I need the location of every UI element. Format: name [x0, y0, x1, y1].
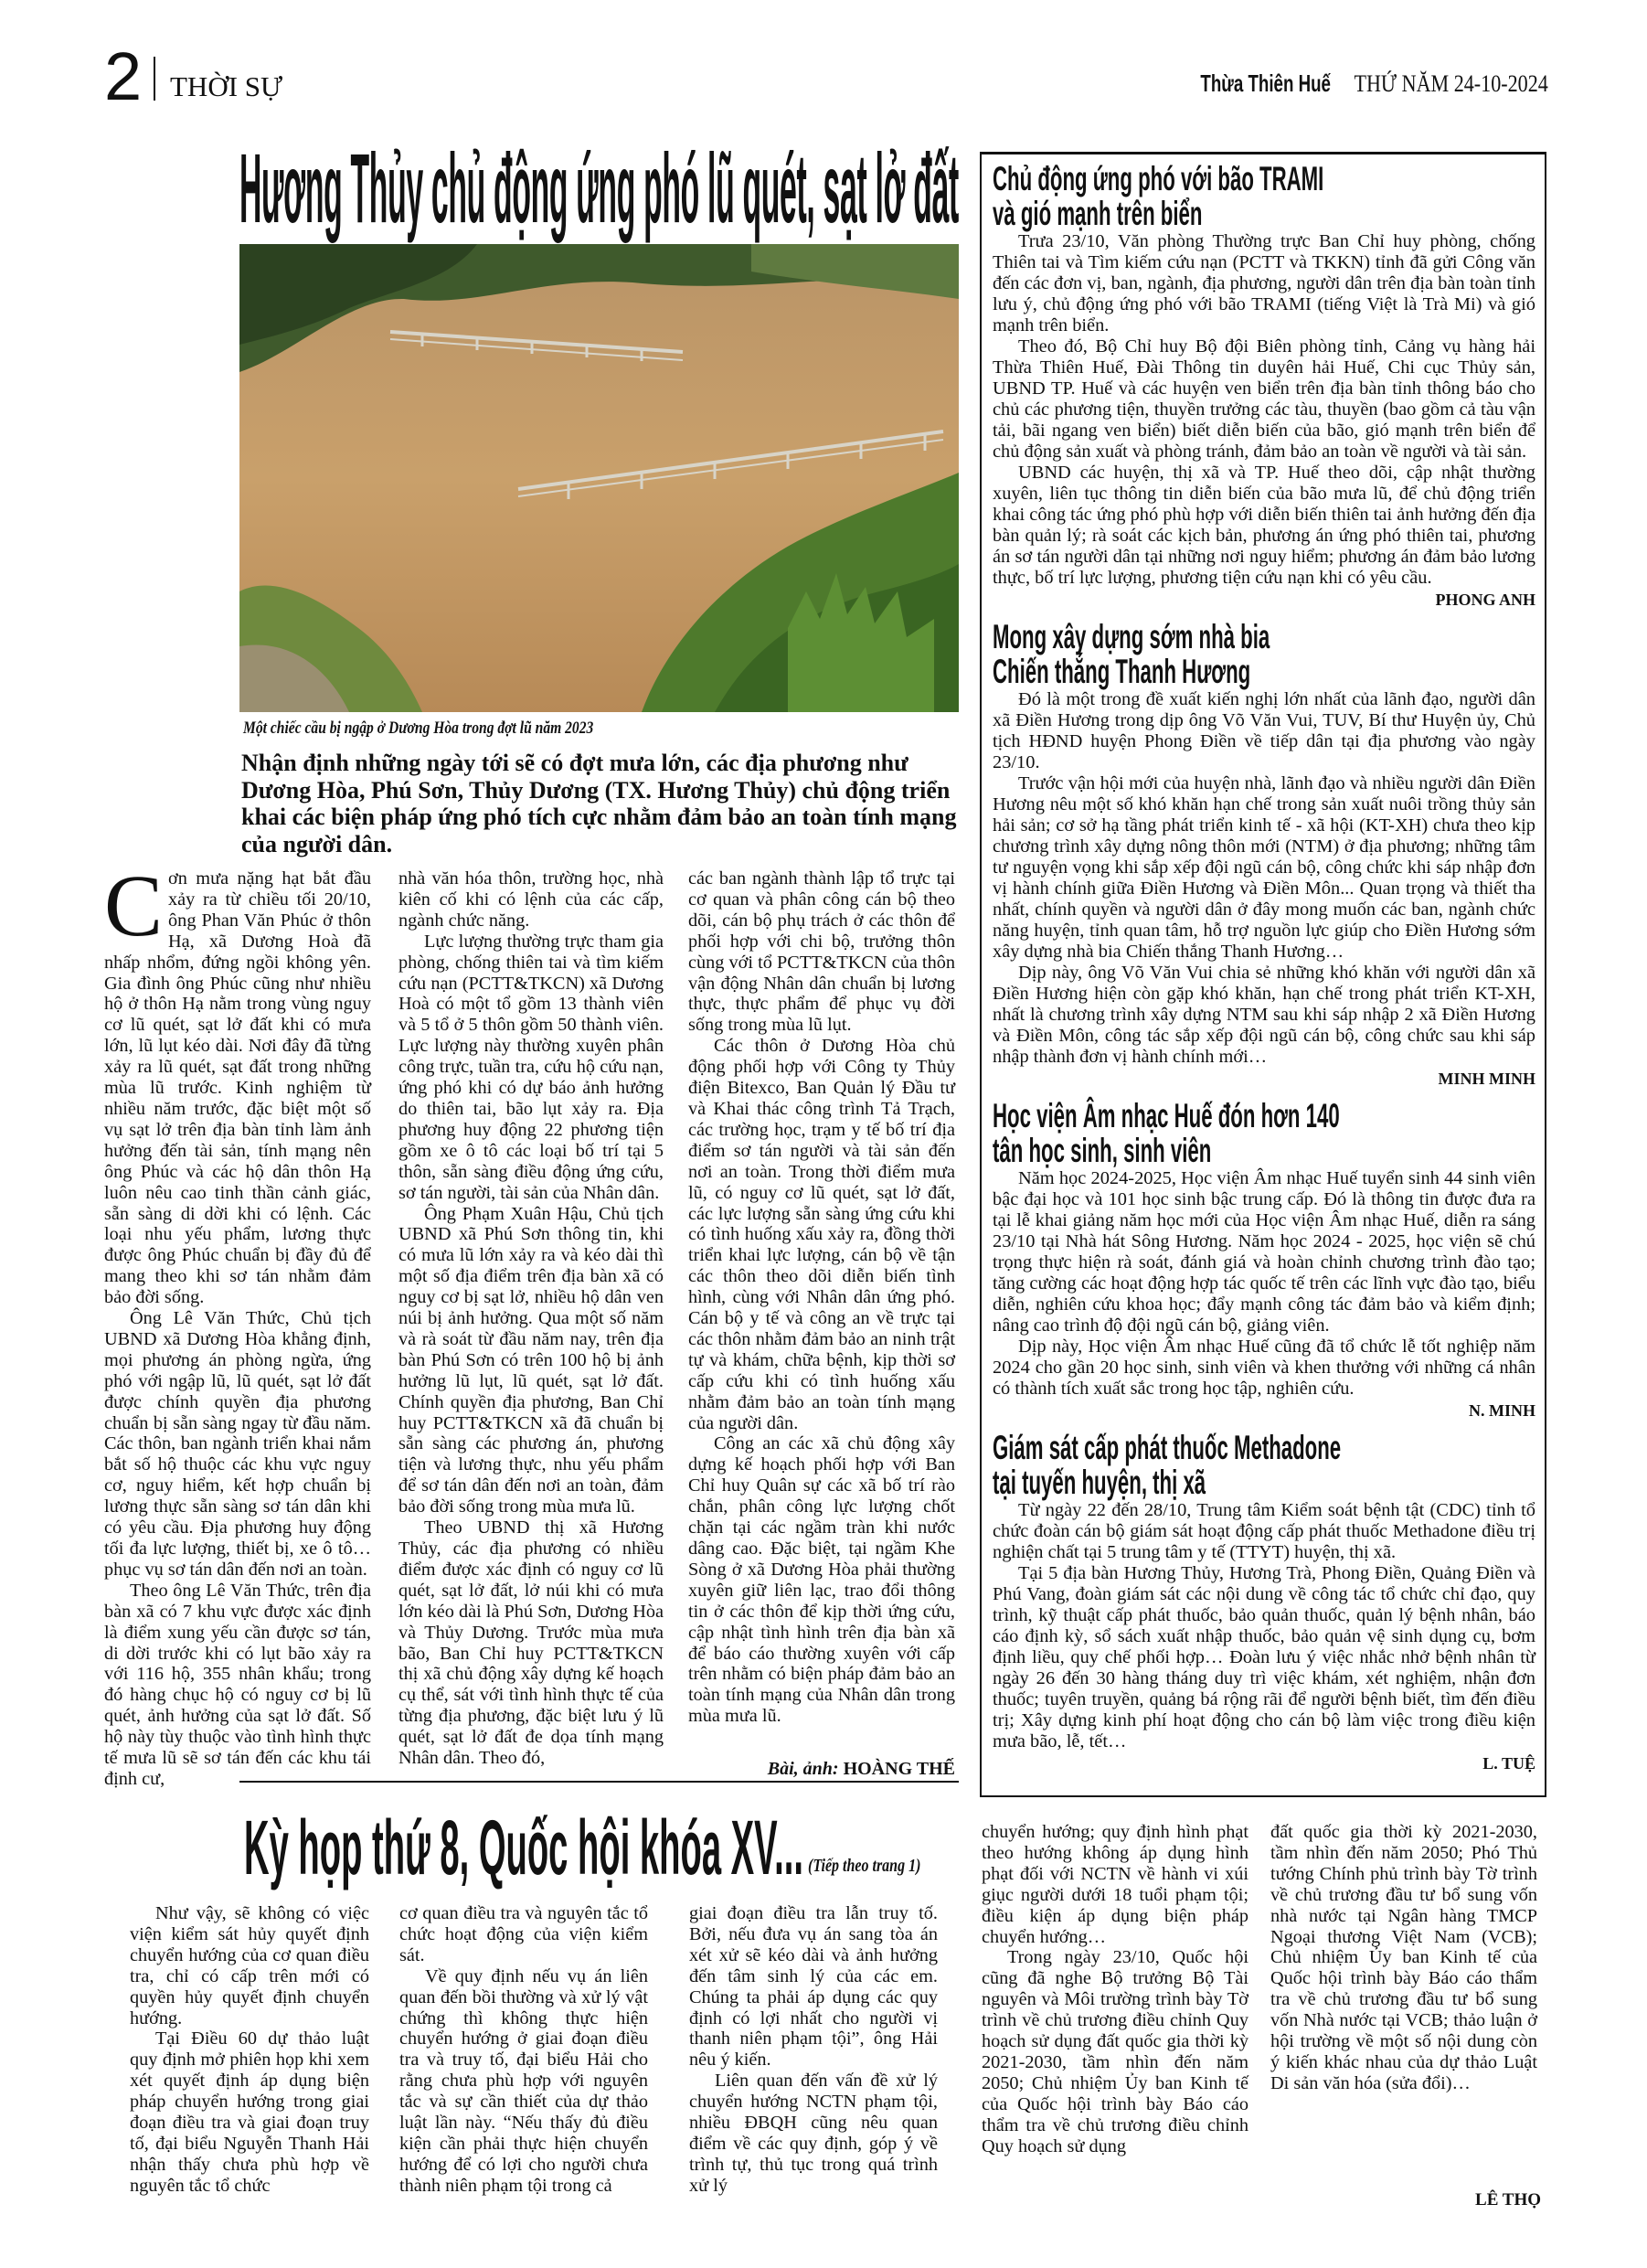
bottom-article-column-1	[130, 1903, 369, 2197]
photo-caption-text: Một chiếc cầu bị ngập ở Dương Hòa trong đợt lũ năm 2023	[243, 719, 594, 738]
paragraph-text: Công an các xã chủ động xây dựng kế hoạch phối hợp với Ban Chỉ huy Quân sự các xã bố trí rào chắn, phân công lực lượng chốt chặn tại các ngầm tràn khi nước dâng cao. Đặc biệt, tại ngầm Khe Sòng ở xã Dương Hòa phải thường xuyên giữ liên lạc, trao đổi thông tin ở các thôn để kịp thời ứng cứu, cập nhật tình hình trên địa bàn xã để báo cáo thường xuyên với cấp trên nhằm có biện pháp đảm bảo an toàn tính mạng của Nhân dân trong mùa mưa lũ.	[688, 1433, 955, 1727]
paragraph	[398, 868, 664, 932]
paragraph-text: nhà văn hóa thôn, trường học, nhà kiên cố khi có lệnh của các cấp, ngành chức năng.	[398, 868, 664, 931]
paragraph: Dịp này, ông Võ Văn Vui chia sẻ những khó khăn với người dân xã Điền Hương hiện còn gặp khó khăn, hạn chế trong phát triển KT-XH, nhất là chương trình xây dựng NTM sau khi sáp nhập 2 xã Điền Hương và Điền Môn, công tác sắp xếp đội ngũ cán bộ, công chức sau khi sáp nhập thành đơn vị hành chính mới…	[993, 963, 1535, 1067]
news-brief-byline: MINH MINH	[1438, 1070, 1535, 1088]
paragraph-text: Liên quan đến vấn đề xử lý chuyển hướng NCTN phạm tội, nhiều ĐBQH cũng nêu quan điểm về các quy định, góp ý về trình tự, thủ tục trong quá trình xử lý	[689, 2071, 938, 2196]
paragraph: Theo đó, Bộ Chỉ huy Bộ đội Biên phòng tỉnh, Cảng vụ hàng hải Thừa Thiên Huế, Đài Thông tin duyên hải Huế, Chi cục Thủy sản, UBND TP. Huế và các huyện ven biển trên địa bàn tỉnh thông báo cho chủ các phương tiện, thuyền trưởng các tàu, thuyền (bao gồm cả tàu vận tải, bãi ngang ven biển) biết diễn biến của bão, gió mạnh trên biển để chủ động sản xuất và phòng tránh, đảm bảo an toàn về người và tài sản.	[993, 336, 1535, 462]
bottom-article-column-5	[1270, 1822, 1537, 2094]
news-briefs-box	[980, 152, 1546, 1797]
paragraph	[130, 2028, 369, 2196]
paragraph	[399, 1966, 648, 2197]
paragraph	[399, 1903, 648, 1966]
news-brief	[993, 162, 1535, 611]
news-brief	[993, 1099, 1535, 1421]
paragraph	[398, 1204, 664, 1518]
paragraph	[104, 1308, 371, 1581]
paper-name-logo: Thừa Thiên Huế	[1200, 69, 1331, 97]
article-divider	[239, 1781, 959, 1783]
masthead	[1150, 69, 1548, 98]
news-brief-title-line: Chủ động ứng phó với bão TRAMI	[993, 160, 1324, 197]
paragraph-text: Lực lượng thường trực tham gia phòng, chống thiên tai và tìm kiếm cứu nạn (PCTT&TKCN) xã Dương Hoà có một tổ gồm 13 thành viên và 5 tổ ở 5 thôn gồm 50 thành viên. Lực lượng này thường xuyên phân công trực, tuần tra, cứu hộ cứu nạn, ứng phó khi có dự báo ảnh hưởng do thiên tai, bão lụt xảy ra. Địa phương huy động 22 phương tiện gồm xe ô tô các loại bố trí tại 5 thôn, sẵn sàng điều động ứng cứu, sơ tán người, tài sản của Nhân dân.	[398, 931, 664, 1203]
paragraph	[398, 1517, 664, 1769]
paragraph: UBND các huyện, thị xã và TP. Huế theo dõi, cập nhật thường xuyên, liên tục thông tin diễn biến của bão mưa lũ, để chủ động triển khai công tác ứng phó phù hợp với diễn biến thiên tai ảnh hưởng đến địa bàn quản lý; rà soát các kịch bản, phương án ứng phó thiên tai, phương án sơ tán người dân tại những nơi nguy hiểm; phương án đảm bảo lương thực, bố trí lực lượng, phương tiện cứu nạn khi có yêu cầu.	[993, 463, 1535, 588]
bottom-article-headline	[244, 1805, 803, 1890]
paragraph	[689, 1903, 938, 2071]
bottom-article-column-2	[399, 1903, 648, 2197]
paragraph-text: Ông Lê Văn Thức, Chủ tịch UBND xã Dương Hòa khẳng định, mọi phương án phòng ngừa, ứng phó với ngập lũ, lũ quét, sạt lở đất được chính quyền địa phương chuẩn bị sẵn sàng ngay từ đầu năm. Các thôn, ban ngành triển khai nắm bắt số hộ thuộc các khu vực nguy cơ, nguy hiểm, kết hợp chuẩn bị lương thực sẵn sàng sơ tán dân khi có yêu cầu. Địa phương huy động tối đa lực lượng, thiết bị, xe ô tô… phục vụ sơ tán dân đến nơi an toàn.	[104, 1308, 371, 1580]
bottom-article-headline-text: Kỳ họp thứ 8, Quốc hội khóa XV...	[244, 1805, 803, 1890]
issue-date: THỨ NĂM 24-10-2024	[1354, 70, 1548, 97]
flooded-bridge-photo	[239, 244, 959, 712]
main-article-byline	[768, 1759, 955, 1780]
news-brief	[993, 620, 1535, 1090]
paragraph	[104, 1581, 371, 1790]
article-lead: Nhận định những ngày tới sẽ có đợt mưa lớn, các địa phương như Dương Hòa, Phú Sơn, Thủy Dương (TX. Hương Thủy) chủ động triển khai các biện pháp ứng phó tích cực nhằm đảm bảo an toàn tính mạng của người dân.	[241, 750, 957, 857]
paragraph	[688, 1433, 955, 1727]
paragraph: Dịp này, Học viện Âm nhạc Huế cũng đã tổ chức lễ tốt nghiệp năm 2024 cho gần 20 học sinh, sinh viên và khen thưởng với những cá nhân có thành tích xuất sắc trong học tập, nghiên cứu.	[993, 1336, 1535, 1399]
paragraph-text: chuyển hướng; quy định hình phạt theo hướng không áp dụng hình phạt đối với NCTN về hành vi xúi giục người dưới 18 tuổi phạm tội; điều kiện áp dụng biện pháp chuyển hướng…	[982, 1822, 1249, 1947]
paragraph-text: cơ quan điều tra và nguyên tắc tổ chức hoạt động của viện kiểm sát.	[399, 1903, 648, 1965]
main-article-column-2	[398, 868, 664, 1769]
news-brief-body	[993, 1500, 1535, 1752]
paragraph-text: Trong ngày 23/10, Quốc hội cũng đã nghe Bộ trưởng Bộ Tài nguyên và Môi trường trình bày Tờ trình về chủ trương điều chỉnh Quy hoạch sử dụng đất quốc gia thời kỳ 2021-2030, tầm nhìn đến năm 2050; Chủ nhiệm Ủy ban Kinh tế của Quốc hội trình bày Báo cáo thẩm tra về chủ trương điều chỉnh Quy hoạch sử dụng	[982, 1947, 1249, 2156]
paragraph-text: Theo ông Lê Văn Thức, trên địa bàn xã có 7 khu vực được xác định là điểm xung yếu cần được sơ tán, di dời trước khi có lụt bão xảy ra với 116 hộ, 355 nhân khẩu; trong đó hàng chục hộ có nguy cơ bị lũ quét, ảnh hưởng của sạt lở đất. Số hộ này tùy thuộc vào tình hình thực tế mưa lũ sẽ sơ tán đến các khu tái định cư,	[104, 1580, 371, 1789]
paragraph-text: ơn mưa nặng hạt bắt đầu xảy ra từ chiều tối 20/10, ông Phan Văn Phúc ở thôn Hạ, xã Dương Hoà đã nhấp nhổm, đứng ngồi không yên. Gia đình ông Phúc cũng như nhiều hộ ở thôn Hạ nằm trong vùng nguy cơ lũ quét, sạt lở đất khi có mưa lớn, lũ lụt kéo dài. Nơi đây đã từng xảy ra lũ quét, sạt đất trong những mùa lũ trước. Kinh nghiệm từ nhiều năm trước, đặc biệt một số vụ sạt lở trên địa bàn tỉnh làm ảnh hưởng đến tài sản, tính mạng nên ông Phúc và các hộ dân thôn Hạ luôn nêu cao tinh thần cảnh giác, sẵn sàng di dời khi có lệnh. Các loại nhu yếu phẩm, lương thực được ông Phúc chuẩn bị đầy đủ để mang theo khi sơ tán nhằm đảm bảo đời sống.	[104, 868, 371, 1308]
paragraph: Đó là một trong đề xuất kiến nghị lớn nhất của lãnh đạo, người dân xã Điền Hương trong dịp ông Võ Văn Vui, TUV, Bí thư Huyện ủy, Chủ tịch HĐND huyện Phong Điền về tiếp dân tại địa phương vào ngày 23/10.	[993, 689, 1535, 772]
paragraph: Trưa 23/10, Văn phòng Thường trực Ban Chỉ huy phòng, chống Thiên tai và Tìm kiếm cứu nạn (PCTT và TKKN) tỉnh đã gửi Công văn đến các đơn vị, ban, ngành, địa phương, người dân trên địa bàn toàn tỉnh lưu ý, chủ động ứng phó với bão TRAMI (tiếng Việt là Trà Mi) và gió mạnh trên biển.	[993, 231, 1535, 335]
paragraph	[1270, 1822, 1537, 2094]
header-divider	[154, 57, 155, 101]
paragraph	[104, 857, 371, 1308]
paragraph: Năm học 2024-2025, Học viện Âm nhạc Huế tuyển sinh 44 sinh viên bậc đại học và 101 học sinh bậc trung cấp. Đó là thông tin được đưa ra tại lễ khai giảng năm học mới của Học viện Âm nhạc Huế, diễn ra sáng 23/10 tại Nhà hát Sông Hương. Năm học 2024 - 2025, học viện sẽ chú trọng thực hiện rà soát, đánh giá và hoàn chỉnh chương trình đào tạo; tăng cường các hoạt động hợp tác quốc tế trên các lĩnh vực đào tạo, biểu diễn, nghiên cứu khoa học; đẩy mạnh công tác đảm bảo và kiểm định; nâng cao trình độ đội ngũ cán bộ, giảng viên.	[993, 1168, 1535, 1336]
byline-prefix: Bài, ảnh:	[767, 1759, 839, 1779]
paragraph-text: các ban ngành thành lập tổ trực tại cơ quan và phân công cán bộ theo dõi, cán bộ phụ trách ở các thôn để phối hợp với chi bộ, trưởng thôn cùng với tổ PCTT&TKCN của thôn vận động Nhân dân chuẩn bị lương thực, thực phẩm để phục vụ đời sống trong mùa lũ lụt.	[688, 868, 955, 1036]
paragraph: Trước vận hội mới của huyện nhà, lãnh đạo và nhiều người dân Điền Hương nêu một số khó khăn hạn chế trong sản xuất nuôi trồng thủy sản hải sản; cơ sở hạ tầng phát triển kinh tế - xã hội (KT-XH) chưa theo kịp chương trình xây dựng nông thôn mới (NTM) ở địa phương; những tâm tư nguyện vọng khi sắp xếp đội ngũ cán bộ, công chức khi sáp nhập đơn vị hành chính giữa Điền Hương và Điền Môn... Quan trọng và thiết tha nhất, chính quyền và người dân ở đây mong muốn các ban, ngành chức năng huyện, tỉnh quan tâm, hỗ trợ nguồn lực giúp cho Điền Hương sớm xây dựng nhà bia Chiến thắng Thanh Hương…	[993, 773, 1535, 962]
section-label: THỜI SỰ	[170, 70, 283, 102]
paragraph	[982, 1947, 1249, 2156]
paragraph-text: Về quy định nếu vụ án liên quan đến bồi thường và xử lý vật chứng thì không thực hiện chuyển hướng ở giai đoạn điều tra và truy tố, đại biểu Hải cho rằng chưa phù hợp với nguyên tắc và sự cần thiết của dự thảo luật lần này. “Nếu thấy đủ điều kiện cần phải thực hiện chuyển hướng để có lợi cho người chưa thành niên phạm tội trong cả	[399, 1965, 648, 2196]
news-brief-body	[993, 1168, 1535, 1400]
photo-caption	[243, 719, 670, 739]
news-brief-title	[993, 620, 1535, 689]
news-brief-title	[993, 1431, 1535, 1500]
paragraph-text: Tại Điều 60 dự thảo luật quy định mở phiên họp khi xem xét quyết định áp dụng biện pháp chuyển hướng trong giai đoạn điều tra và giai đoạn truy tố, đại biểu Nguyễn Thanh Hải nhận thấy chưa phù hợp về nguyên tắc tổ chức	[130, 2028, 369, 2196]
news-brief-title	[993, 1099, 1535, 1168]
paragraph-text: giai đoạn điều tra lẫn truy tố. Bởi, nếu đưa vụ án sang tòa án xét xử sẽ kéo dài và ảnh hưởng đến tâm sinh lý của các em. Chúng ta phải áp dụng các quy định có lợi nhất cho người vị thanh niên phạm tội”, ông Hải nêu ý kiến.	[689, 1903, 938, 2071]
byline-author: HOÀNG THẾ	[843, 1759, 955, 1779]
bottom-article-column-3	[689, 1903, 938, 2197]
news-brief-byline: PHONG ANH	[1435, 591, 1535, 609]
paragraph	[130, 1903, 369, 2028]
paragraph: Tại 5 địa bàn Hương Thủy, Hương Trà, Phong Điền, Quảng Điền và Phú Vang, đoàn giám sát các nội dung về công tác tổ chức chỉ đạo, quy trình, kỹ thuật cấp phát thuốc, bảo quản thuốc, quản lý bệnh nhân, báo cáo định kỳ, sổ sách xuất nhập thuốc, bảo quản vệ sinh dụng cụ, bơm định liều, quy chế phối hợp… Đoàn lưu ý việc nhắc nhở bệnh nhân từ ngày 26 đến 30 hàng tháng duy trì việc khám, xét nghiệm, nhận đơn thuốc; tuyên truyền, quảng bá rộng rãi để người bệnh biết, tìm đến điều trị; Xây dựng kinh phí hoạt động cho cán bộ làm việc trong điều kiện mưa bão, lễ, tết…	[993, 1563, 1535, 1752]
bottom-article-byline: LÊ THỌ	[1475, 2190, 1541, 2209]
paragraph-text: Theo UBND thị xã Hương Thủy, các địa phương có nhiều điểm được xác định có nguy cơ lũ quét, sạt lở đất, lở núi khi có mưa lớn kéo dài là Phú Sơn, Dương Hòa và Thủy Dương. Trước mùa mưa bão, Ban Chỉ huy PCTT&TKCN thị xã chủ động xây dựng kế hoạch cụ thể, sát với tình hình thực tế của từng địa phương, đặc biệt lưu ý lũ quét, sạt lở đất đe dọa tính mạng Nhân dân. Theo đó,	[398, 1517, 664, 1769]
news-brief-title-line: tại tuyến huyện, thị xã	[993, 1464, 1206, 1501]
news-brief-title-line: Giám sát cấp phát thuốc Methadone	[993, 1429, 1342, 1466]
news-brief-title-line: Học viện Âm nhạc Huế đón hơn 140	[993, 1097, 1340, 1134]
news-brief-body	[993, 689, 1535, 1068]
news-brief-title-line: Mong xây dựng sớm nhà bia	[993, 618, 1270, 655]
paragraph: Từ ngày 22 đến 28/10, Trung tâm Kiểm soát bệnh tật (CDC) tỉnh tổ chức đoàn cán bộ giám sát hoạt động cấp phát thuốc Methadone điều trị nghiện chất tại 5 trung tâm y tế (TTYT) huyện, thị xã.	[993, 1500, 1535, 1562]
main-article-column-1	[104, 857, 371, 1790]
paragraph	[688, 868, 955, 1036]
paragraph	[398, 932, 664, 1204]
page-number: 2	[104, 38, 143, 114]
bottom-article-column-4	[982, 1822, 1249, 2157]
paragraph-text: Như vậy, sẽ không có việc viện kiểm sát hủy quyết định chuyển hướng của cơ quan điều tra, chỉ có cấp trên mới có quyền hủy quyết định chuyển hướng.	[130, 1903, 369, 2028]
news-brief	[993, 1431, 1535, 1774]
continued-from-text: (Tiếp theo trang 1)	[808, 1856, 921, 1876]
paragraph	[688, 1036, 955, 1433]
news-brief-title-line: Chiến thắng Thanh Hương	[993, 653, 1251, 690]
news-brief-title-line: và gió mạnh trên biển	[993, 195, 1203, 232]
paragraph	[982, 1822, 1249, 1947]
paragraph	[689, 2071, 938, 2196]
drop-cap: C	[104, 857, 164, 954]
news-brief-title	[993, 162, 1535, 231]
paragraph-text: đất quốc gia thời kỳ 2021-2030, tầm nhìn đến năm 2050; Phó Thủ tướng Chính phủ trình bày Tờ trình về chủ trương đầu tư bổ sung vốn nhà nước tại Ngân hàng TMCP Ngoại thương Việt Nam (VCB); Chủ nhiệm Ủy ban Kinh tế của Quốc hội trình bày Báo cáo thẩm tra về chủ trương đầu tư bổ sung vốn Nhà nước tại VCB; thảo luận ở hội trường về một số nội dung còn ý kiến khác nhau của dự thảo Luật Di sản văn hóa (sửa đổi)…	[1270, 1822, 1537, 2093]
continued-from-note	[808, 1856, 949, 1877]
main-article-headline-text: Hương Thủy chủ động ứng phó lũ quét, sạt lở đất	[239, 133, 959, 243]
news-brief-title-line: tân học sinh, sinh viên	[993, 1132, 1212, 1169]
news-brief-byline: L. TUỆ	[1482, 1754, 1535, 1773]
news-brief-byline: N. MINH	[1469, 1401, 1535, 1420]
paragraph-text: Ông Phạm Xuân Hậu, Chủ tịch UBND xã Phú Sơn thông tin, khi có mưa lũ lớn xảy ra và kéo dài thì một số địa điểm trên địa bàn xã có nguy cơ bị sạt lở, nhiều hộ dân ven núi bị ảnh hưởng. Qua một số năm và rà soát từ đầu năm nay, trên địa bàn Phú Sơn có trên 100 hộ bị ảnh hưởng lũ lụt, lũ quét, sạt lở đất. Chính quyền địa phương, Ban Chỉ huy PCTT&TKCN xã đã chuẩn bị sẵn sàng các phương án, phương tiện và lương thực, nhu yếu phẩm để sơ tán dân đến nơi an toàn, đảm bảo đời sống trong mùa mưa lũ.	[398, 1203, 664, 1517]
main-article-headline	[239, 133, 959, 243]
paragraph-text: Các thôn ở Dương Hòa chủ động phối hợp với Công ty Thủy điện Bitexco, Ban Quản lý Đầu tư và Khai thác công trình Tả Trạch, các trường học, trạm y tế bố trí địa điểm sơ tán người và tài sản đến nơi an toàn. Trong thời điểm mưa lũ, có nguy cơ lũ quét, sạt lở đất, các lực lượng sẵn sàng ứng cứu khi có tình huống xấu xảy ra, đồng thời triển khai lực lượng, cán bộ về tận các thôn theo dõi diễn biến tình hình, cùng với Nhân dân ứng phó. Cán bộ y tế và công an về trực tại các thôn nhằm đảm bảo an ninh trật tự và khám, chữa bệnh, kịp thời sơ cấp cứu khi có tình huống xấu nhằm đảm bảo an toàn tính mạng của người dân.	[688, 1036, 955, 1433]
news-brief-body	[993, 231, 1535, 589]
main-article-column-3	[688, 868, 955, 1727]
